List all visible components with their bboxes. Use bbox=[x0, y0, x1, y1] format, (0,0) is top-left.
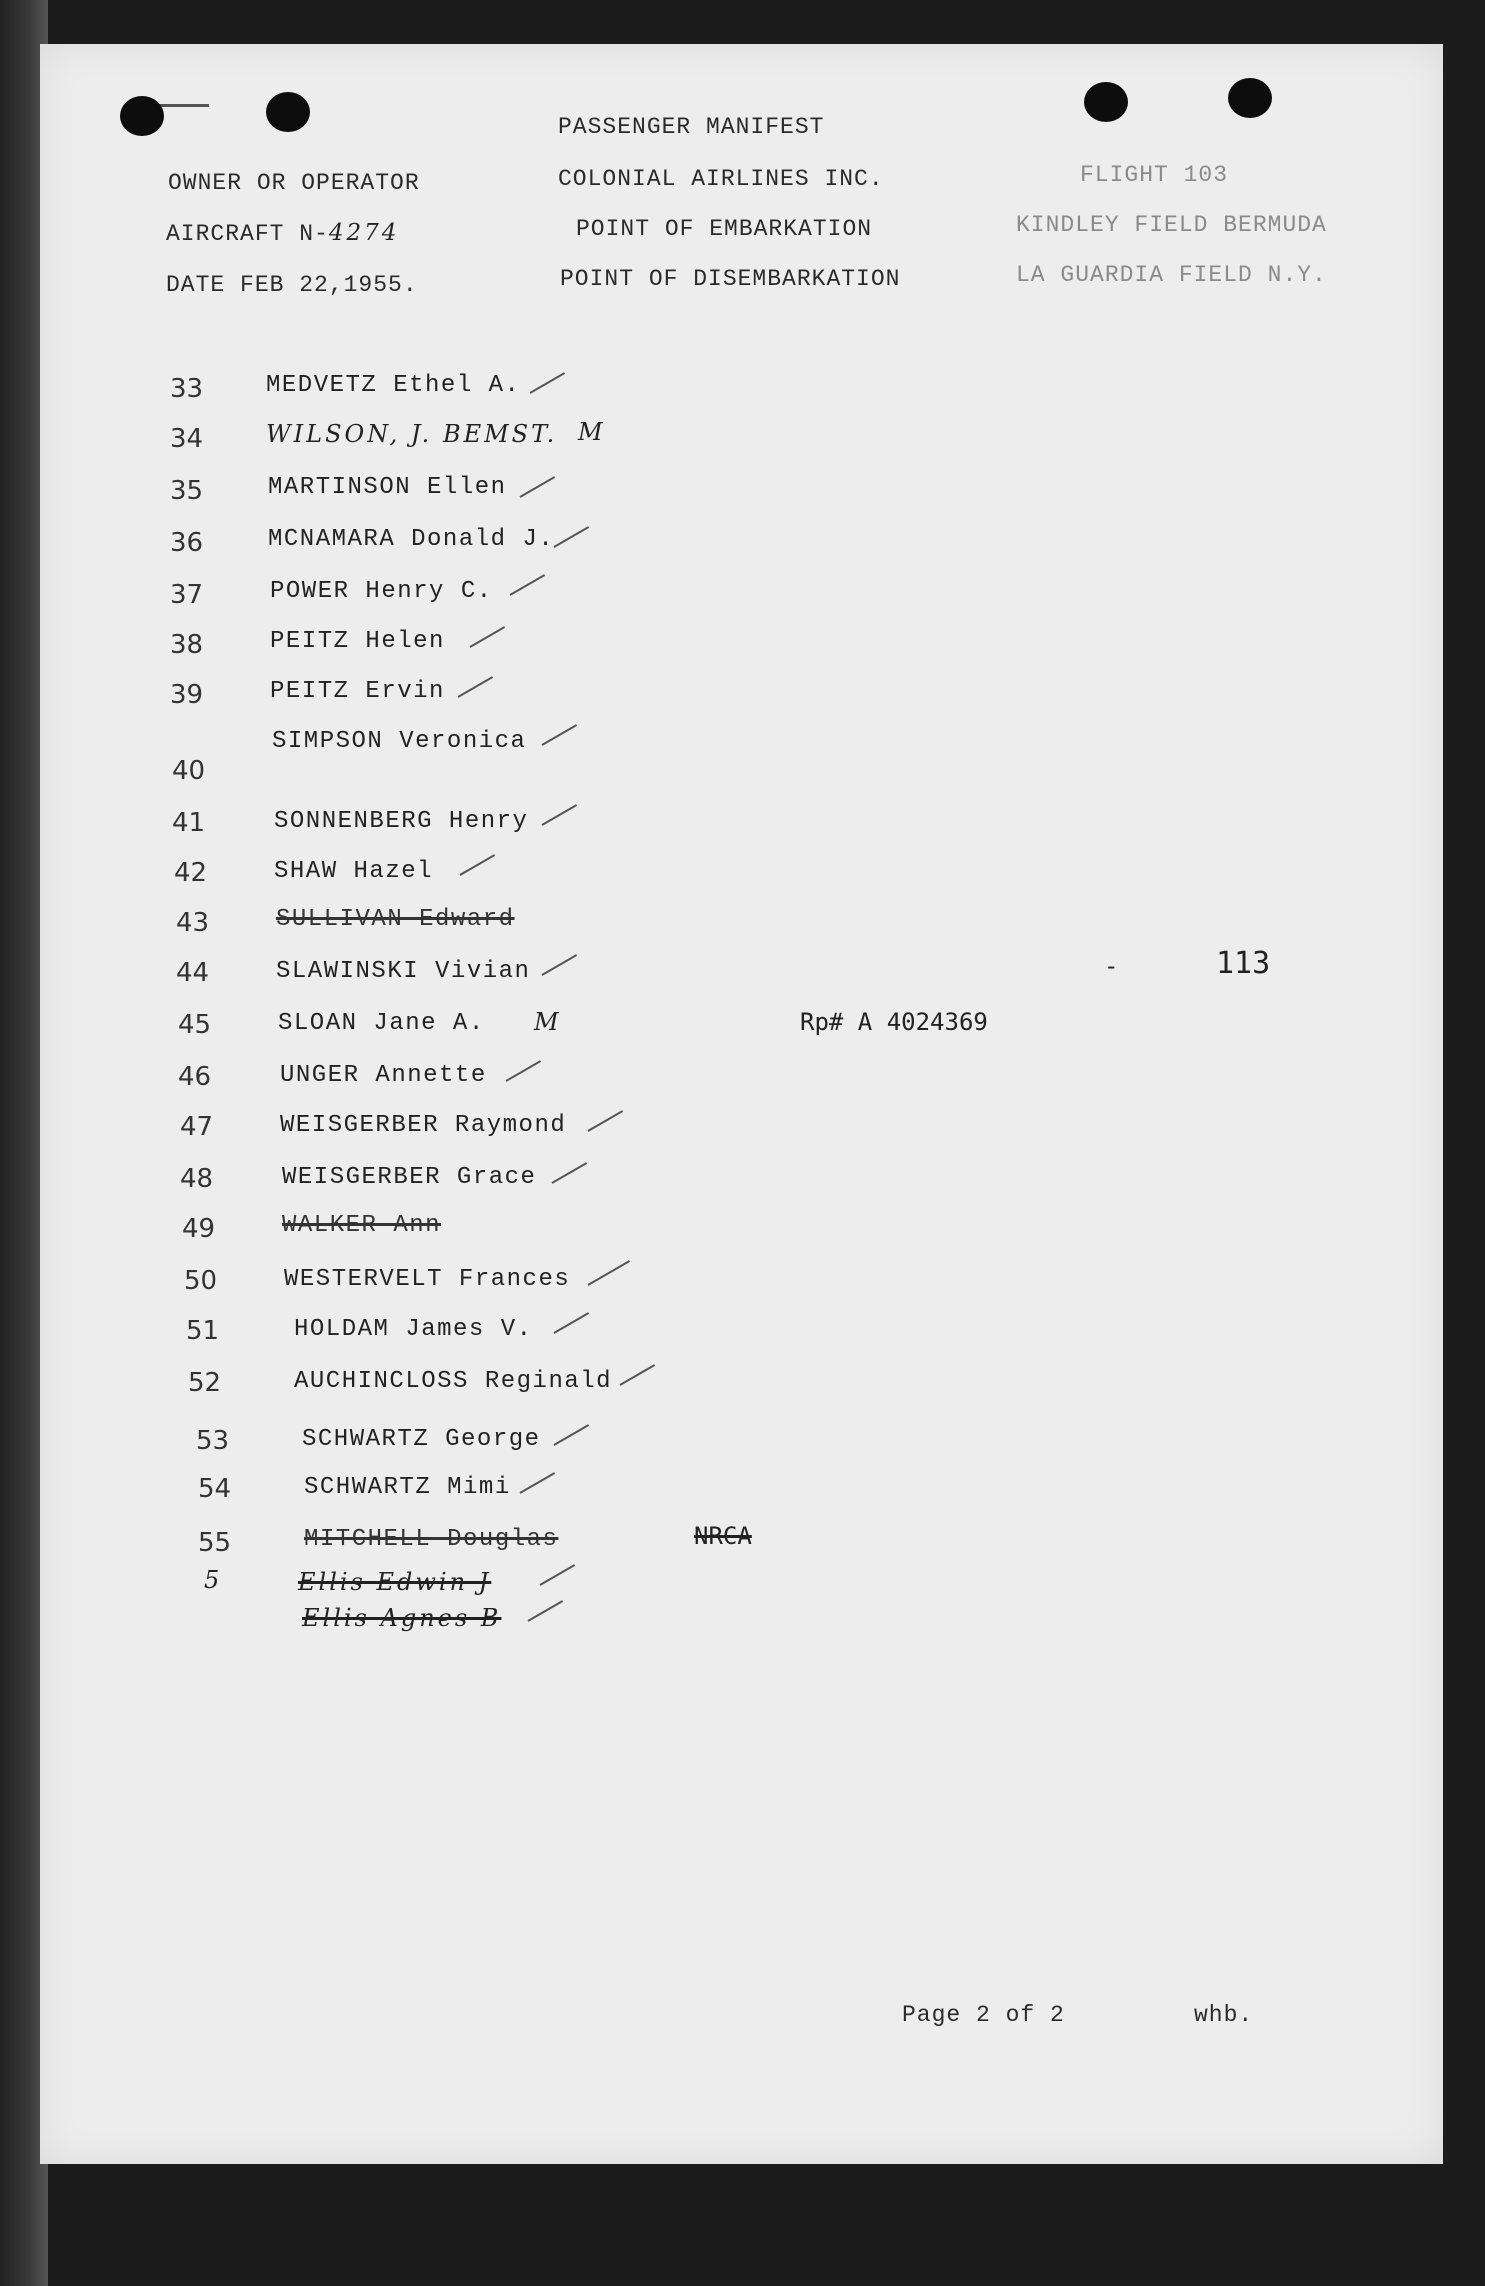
passenger-name: SIMPSON Veronica bbox=[272, 728, 527, 755]
row-number: 38 bbox=[170, 630, 204, 660]
row-number: 36 bbox=[170, 528, 204, 558]
passenger-name: MCNAMARA Donald J. bbox=[268, 526, 555, 553]
check-mark bbox=[530, 372, 566, 394]
manifest-title: PASSENGER MANIFEST bbox=[558, 114, 825, 140]
check-mark bbox=[588, 1260, 631, 1286]
punch-hole bbox=[1084, 82, 1128, 122]
row-number: 52 bbox=[188, 1368, 222, 1398]
check-mark bbox=[620, 1364, 656, 1386]
passenger-name: MEDVETZ Ethel A. bbox=[266, 372, 521, 399]
check-mark bbox=[542, 804, 578, 826]
disembarkation-label: POINT OF DISEMBARKATION bbox=[560, 266, 901, 292]
passenger-name-struck: WALKER Ann bbox=[282, 1212, 442, 1239]
passenger-name-struck: SULLIVAN Edward bbox=[276, 906, 515, 933]
passenger-name: WEISGERBER Raymond bbox=[280, 1112, 567, 1139]
margin-mark-m: M bbox=[578, 418, 606, 446]
check-mark bbox=[528, 1600, 564, 1622]
check-mark bbox=[470, 626, 506, 648]
owner-label: OWNER OR OPERATOR bbox=[168, 170, 420, 196]
row-number: 50 bbox=[184, 1266, 218, 1296]
aircraft-label: AIRCRAFT N-4274 bbox=[166, 220, 400, 247]
row-number: 39 bbox=[170, 680, 204, 710]
row-number: 47 bbox=[180, 1112, 214, 1142]
check-mark bbox=[588, 1110, 624, 1132]
passenger-name: WEISGERBER Grace bbox=[282, 1164, 537, 1191]
passenger-name: SONNENBERG Henry bbox=[274, 808, 529, 835]
row-number: 42 bbox=[174, 858, 208, 888]
row-number: 41 bbox=[172, 808, 206, 838]
check-mark bbox=[458, 676, 494, 698]
handwritten-name-struck: Ellis Agnes B bbox=[302, 1604, 502, 1632]
check-mark bbox=[540, 1564, 576, 1586]
passenger-name: UNGER Annette bbox=[280, 1062, 487, 1089]
manifest-page bbox=[40, 44, 1443, 2164]
flight-number: FLIGHT 103 bbox=[1080, 162, 1229, 188]
check-mark bbox=[510, 574, 546, 596]
margin-count: 113 bbox=[1216, 946, 1271, 981]
passenger-name: WESTERVELT Frances bbox=[284, 1266, 571, 1293]
passenger-name-handwritten: WILSON, J. BEMST. bbox=[266, 420, 558, 448]
ticket-note: Rp# A 4024369 bbox=[800, 1008, 988, 1036]
check-mark bbox=[554, 526, 590, 548]
row-number: 46 bbox=[178, 1062, 212, 1092]
embarkation-value: KINDLEY FIELD BERMUDA bbox=[1016, 212, 1327, 238]
punch-hole bbox=[1228, 78, 1272, 118]
passenger-name: PEITZ Helen bbox=[270, 628, 445, 655]
passenger-name: SLOAN Jane A. bbox=[278, 1010, 485, 1037]
manifest-date: DATE FEB 22,1955. bbox=[166, 272, 418, 298]
passenger-name: HOLDAM James V. bbox=[294, 1316, 533, 1343]
passenger-name: POWER Henry C. bbox=[270, 578, 493, 605]
row-number: 43 bbox=[176, 908, 210, 938]
check-mark bbox=[552, 1162, 588, 1184]
row-number: 35 bbox=[170, 476, 204, 506]
row-number: 45 bbox=[178, 1010, 212, 1040]
row-number: 51 bbox=[186, 1316, 220, 1346]
check-mark bbox=[542, 724, 578, 746]
passenger-name: PEITZ Ervin bbox=[270, 678, 445, 705]
check-mark bbox=[542, 954, 578, 976]
passenger-name: MARTINSON Ellen bbox=[268, 474, 507, 501]
row-number: 54 bbox=[198, 1474, 232, 1504]
row-number: 34 bbox=[170, 424, 204, 454]
punch-hole bbox=[266, 92, 310, 132]
passenger-name: SCHWARTZ George bbox=[302, 1426, 541, 1453]
aircraft-number: 4274 bbox=[328, 220, 400, 246]
row-number: 48 bbox=[180, 1164, 214, 1194]
check-mark bbox=[554, 1312, 590, 1334]
row-number: 44 bbox=[176, 958, 210, 988]
check-mark bbox=[520, 1472, 556, 1494]
row-number: 53 bbox=[196, 1426, 230, 1456]
row-number: 40 bbox=[172, 756, 206, 786]
passenger-name-struck: MITCHELL Douglas bbox=[304, 1526, 559, 1553]
owner-value: COLONIAL AIRLINES INC. bbox=[558, 166, 884, 192]
margin-dash: - bbox=[1104, 952, 1119, 980]
check-mark bbox=[520, 476, 556, 498]
row-number: 55 bbox=[198, 1528, 232, 1558]
page-indicator: Page 2 of 2 bbox=[902, 2002, 1065, 2028]
row-number: 37 bbox=[170, 580, 204, 610]
check-mark bbox=[460, 854, 496, 876]
handwritten-name-struck: Ellis Edwin J bbox=[298, 1568, 492, 1596]
clerk-initials: whb. bbox=[1194, 2002, 1254, 2028]
margin-mark-m: M bbox=[534, 1008, 562, 1036]
row-number: 33 bbox=[170, 374, 204, 404]
disembarkation-value: LA GUARDIA FIELD N.Y. bbox=[1016, 262, 1327, 288]
passenger-name: SCHWARTZ Mimi bbox=[304, 1474, 511, 1501]
row-number: 49 bbox=[182, 1214, 216, 1244]
passenger-name: SHAW Hazel bbox=[274, 858, 434, 885]
punch-hole bbox=[120, 96, 164, 136]
passenger-name: SLAWINSKI Vivian bbox=[276, 958, 531, 985]
passenger-name: AUCHINCLOSS Reginald bbox=[294, 1368, 613, 1395]
check-mark bbox=[554, 1424, 590, 1446]
check-mark bbox=[506, 1060, 542, 1082]
embarkation-label: POINT OF EMBARKATION bbox=[576, 216, 873, 242]
handwritten-number: 5 bbox=[204, 1566, 223, 1594]
margin-note-struck: NRCA bbox=[694, 1522, 752, 1550]
